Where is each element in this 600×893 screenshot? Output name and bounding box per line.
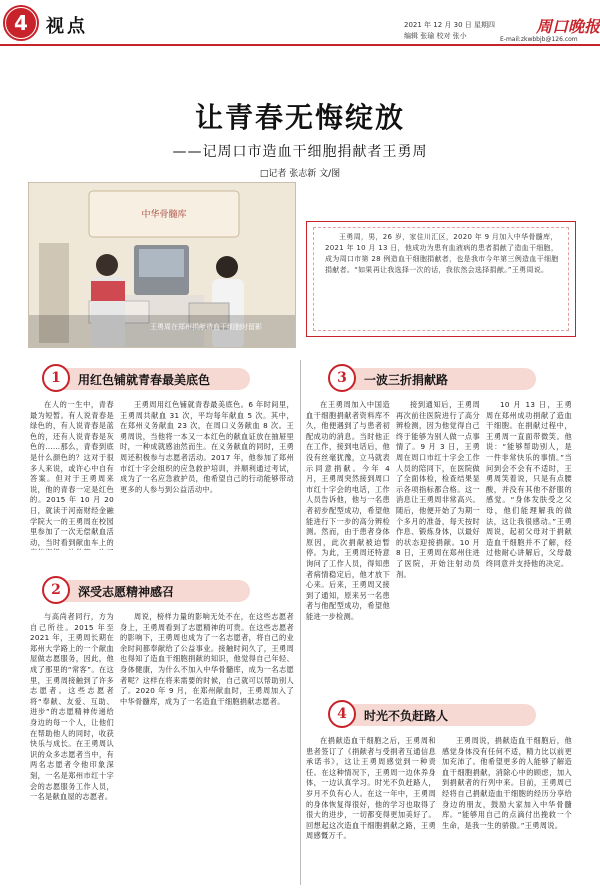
section-3-number: 3 [328,364,356,392]
photo-sign-text: 中华骨髓库 [141,210,187,220]
section-2-heading-text: 深受志愿精神感召 [78,585,175,599]
intro-text: 王勇周，男，26 岁，家住川汇区，2020 年 9 月加入中华骨髓库，2021 年 10 月 13 日，他成功为患有血液病的患者捐献了造血干细胞，成为周口市第 28 例造血干细胞捐献者，也是我市今年第三例造血干细胞捐献者。“如果再让我选择一次的话，我依然会选择捐献。”王勇周说。 [325,233,559,274]
section-4-heading-text: 时光不负赶路人 [364,709,449,723]
section-1-column-2: 王勇周用红色铺就青春最美底色。6 年时间里，王勇周共献血 31 次，平均每年献血 5 次。其中，在郑州义务献血 23 次，在周口义务献血 8 次。王勇周说，当他将一本又一本红色的献血证放在抽屉里时，一种成就感油然而生。在义务献血的同时，王勇周还积极参与志愿者活动。2017 年，他参加了郑州市红十字会组织的应急救护培训，并顺利通过考试，成为了一名应急救护员，他希望自己的行动能够带动更多的人参与到公益活动中。 [120,400,294,494]
editor-credits: 编辑 张瑜 校对 张小 [404,32,467,40]
photo-caption: 王勇周在郑州捐献造血干细胞时留影 [150,323,262,331]
page-number-ring [3,5,39,41]
issue-date: 2021 年 12 月 30 日 星期四 [404,21,495,29]
section-1-number: 1 [42,364,70,392]
section-3-column-1: 在王勇周加入中国造血干细胞捐献者资料库不久，他便遇到了与患者初配成功的消息。当时他正在工作，接到电话后，他没有丝毫犹豫，立马就表示同意捐献。今年 4 月，王勇周突然接到周口市红十字会的电话，工作人员告诉他，他与一名患者初步配型成功，希望他能进行下一步的高分辨检测。然而，由于患者身体原因，此次捐献被迫暂停。为此，王勇周还特意询问了工作人员，得知患者病情稳定后，他才放下心来。后来，王勇周又接到了通知，原来另一名患者与他配型成功，希望他能进一步检测。 [306,400,390,621]
page-number-badge [6,8,36,38]
section-2-number: 2 [42,576,70,604]
section-3-heading-text: 一波三折捐献路 [364,373,449,387]
section-1-column-1: 在人的一生中，青春最为短暂。有人说青春是绿色的，有人说青春是蓝色的，还有人说青春是灰色的……那么，青春到底是什么颜色的？这对于很多人来说，或许心中自有答案。但对于王勇周来说，他的青春一定是红色的。2015 年 10 月 20 日，就读于河南财经金融学院大一的王勇周在校园里参加了一次无偿献血活动，当时看到献血车上的 [30,400,114,547]
contact-email: E-mail:zkwbbjb@126.com [500,36,578,43]
article-title: 让青春无悔绽放 [194,101,405,134]
section-4-column-2: 王勇周说，捐献造血干细胞后，他感觉身体没有任何不适，精力比以前更加充沛了。他希望更多的人能够了解造血干细胞捐献，消除心中的顾虑，加入到捐献者的行列中来。目前，王勇周已经将自己捐献造血干细胞的经历分享给身边的朋友，鼓励大家加入中华骨髓库。“能够用自己的点滴付出挽救一个生命，是我一生的骄傲。”王勇周说。 [442,736,572,830]
header-rule [0,44,600,46]
article-byline: □记者 张志新 文/图 [259,169,341,179]
section-3-column-2: 接到通知后，王勇周再次前往医院进行了高分辨检测，因为他觉得自己终于能够为别人做一点事情了。9 月 3 日，王勇周在周口市红十字会工作人员的陪同下，在医院做了全面体检，检查结果显示各项指标都合格。这一消息让王勇周非常高兴。随后，他便开始了为期一个多月的准备，每天按时作息、锻炼身体，以最好的状态迎接捐献。10 月 8 日，王勇周在郑州住进了医院，开始注射动员剂。 [396,400,480,579]
newspaper-logo: 周口晚报 [536,17,600,36]
section-4-heading [330,704,536,726]
section-name: 视点 [46,16,88,37]
section-3-column-3: 10 月 13 日，王勇周在郑州成功捐献了造血干细胞。在捐献过程中，王勇周一直面带微笑。他说：“能够帮助别人，是一件非常快乐的事情。”当问到会不会有不适时，王勇周笑着说，只是有点腰酸，并没有其他不舒服的感觉。“身体发肤受之父母，他们能理解我的做法，这让我很感动。”王勇周说，起初父母对于捐献造血干细胞并不了解，经过他耐心讲解后，父母最终同意并支持他的决定。 [486,400,572,568]
intro-box [306,221,576,337]
section-3-heading [330,368,536,390]
section-2-column-1: 与高尚者同行，方为自己所往。2015 年至 2021 年，王勇周长期在郑州大学路上的一个献血屋做志愿服务，因此，他成了那里的“常客”。在这里，王勇周接触到了许多志愿者。这些志愿者将“奉献、友爱、互助、进步”的志愿精神传递给身边的每一个人，让他们在帮助他人的同时，收获快乐与成长。在王勇周认识的众多志愿者当中，有两名志愿者令他印象深刻，一名是郑州市红十字会的志愿服务工作人员，一名是献血屋的志愿者。 [30,612,114,802]
column-divider [300,360,301,885]
article-subtitle: ——记周口市造血干细胞捐献者王勇周 [172,144,428,160]
section-1-heading-text: 用红色铺就青春最美底色 [78,373,211,387]
page-number: 4 [14,11,28,35]
section-2-column-2: 周说，榜样力量的影响无处不在，在这些志愿者身上，王勇周看到了志愿精神的可贵。在这些志愿者的影响下，王勇周也成为了一名志愿者，将自己的业余时间都奉献给了公益事业。接触时间久了，王勇周也得知了造血干细胞捐献的知识，他觉得自己年轻、身体健康，为什么不加入中华骨髓库，成为一名志愿者呢？这样在将来需要的时候，自己就可以帮助别人了。2020 年 9 月，在郑州献血时，王勇周加入了中华骨髓库，成为了一名造血干细胞捐献志愿者。 [120,612,294,706]
section-4-column-1: 在捐献造血干细胞之后，王勇周和患者签订了《捐献者与受捐者互通信息承诺书》，这让王勇周感觉到一种责任。在这种情况下，王勇周一边休养身体，一边认真学习。时光不负赶路人，岁月不负有心人。在这一年中，王勇周的身体恢复得很好，他的学习也取得了很大的进步，一切都变得更加美好了。回想起这次造血干细胞捐献之路，王勇周感慨万千。 [306,736,436,841]
section-1-heading [44,368,250,390]
section-4-number: 4 [328,700,356,728]
section-2-heading [44,580,250,602]
